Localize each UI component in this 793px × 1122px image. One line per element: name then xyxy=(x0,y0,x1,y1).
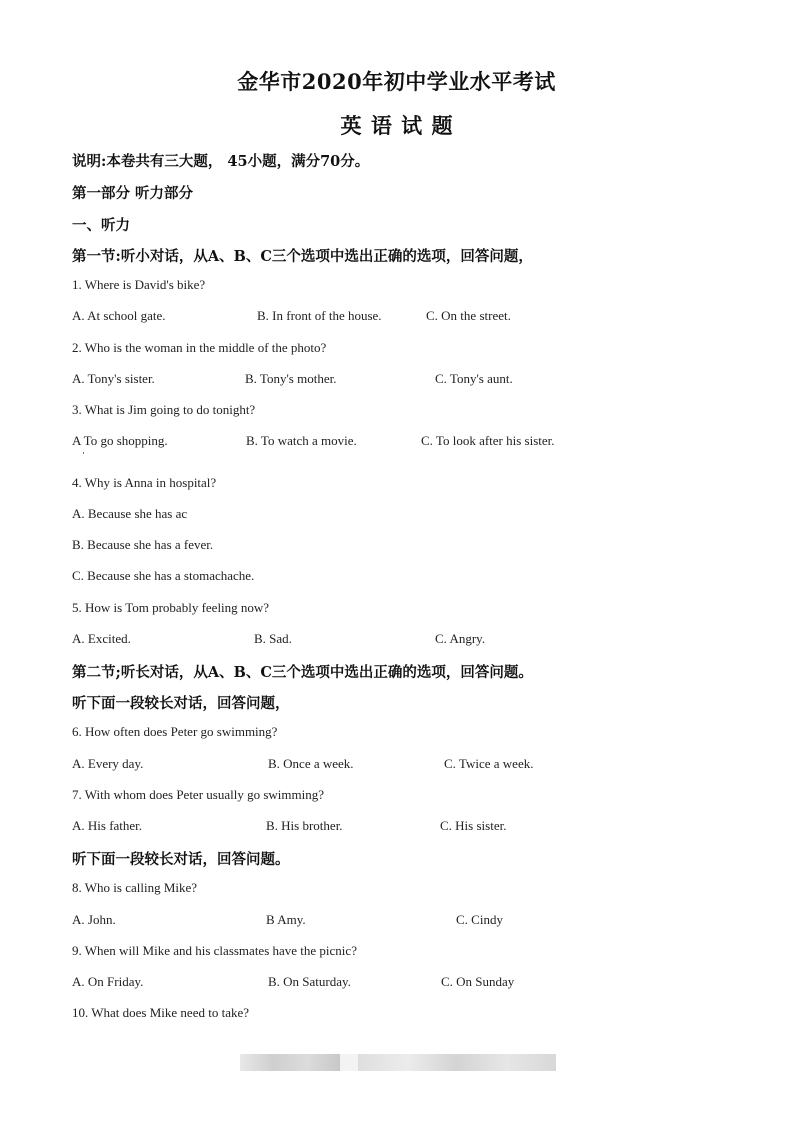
exam-note: 说明:本卷共有三大题， 45小题，满分70分。 xyxy=(72,153,370,170)
question-10: 10. What does Mike need to take? xyxy=(72,1005,250,1020)
q3-option-c: C. To look after his sister. xyxy=(421,433,555,448)
q6-option-c: C. Twice a week. xyxy=(444,756,534,771)
subject-title: 英 语 试 题 xyxy=(340,113,453,138)
q3-option-b: B. To watch a movie. xyxy=(246,433,357,448)
q7-option-a: A. His father. xyxy=(72,818,143,833)
question-3: 3. What is Jim going to do tonight? xyxy=(72,402,256,417)
q1-option-c: C. On the street. xyxy=(426,308,511,323)
question-1: 1. Where is David's bike? xyxy=(72,277,206,292)
q5-option-a: A. Excited. xyxy=(72,631,131,646)
q3-option-a: A To go shopping. xyxy=(72,433,168,448)
q6-option-b: B. Once a week. xyxy=(268,756,354,771)
question-8: 8. Who is calling Mike? xyxy=(72,880,198,895)
q1-option-a: A. At school gate. xyxy=(72,308,166,323)
q9-option-b: B. On Saturday. xyxy=(268,974,351,989)
q2-option-c: C. Tony's aunt. xyxy=(435,371,513,386)
q7-option-b: B. His brother. xyxy=(266,818,343,833)
question-5: 5. How is Tom probably feeling now? xyxy=(72,600,270,615)
section2-instruction: 第二节;听长对话，从A、B、C三个选项中选出正确的选项，回答问题。 xyxy=(72,664,533,681)
question-4: 4. Why is Anna in hospital? xyxy=(72,475,217,490)
question-6: 6. How often does Peter go swimming? xyxy=(72,724,278,739)
q9-option-c: C. On Sunday xyxy=(441,974,515,989)
q8-option-c: C. Cindy xyxy=(456,912,503,927)
q5-option-b: B. Sad. xyxy=(254,631,292,646)
q4-option-c: C. Because she has a stomachache. xyxy=(72,568,255,583)
q2-option-a: A. Tony's sister. xyxy=(72,371,155,386)
q1-option-b: B. In front of the house. xyxy=(257,308,382,323)
q7-option-c: C. His sister. xyxy=(440,818,507,833)
scan-speck xyxy=(83,452,84,454)
part-heading: 第一部分 听力部分 xyxy=(72,185,194,202)
section2-sub1: 听下面一段较长对话，回答问题， xyxy=(72,695,290,712)
section2-sub2: 听下面一段较长对话，回答问题。 xyxy=(72,851,290,868)
q5-option-c: C. Angry. xyxy=(435,631,486,646)
blurred-footer xyxy=(240,1054,556,1071)
q9-option-a: A. On Friday. xyxy=(72,974,144,989)
question-7: 7. With whom does Peter usually go swimming? xyxy=(72,787,324,802)
q8-option-b: B Amy. xyxy=(266,912,306,927)
q6-option-a: A. Every day. xyxy=(72,756,144,771)
q2-option-b: B. Tony's mother. xyxy=(245,371,337,386)
question-9: 9. When will Mike and his classmates have the picnic? xyxy=(72,943,357,958)
q8-option-a: A. John. xyxy=(72,912,116,927)
q4-option-a: A. Because she has ac xyxy=(72,506,188,521)
exam-title: 金华市2020年初中学业水平考试 xyxy=(237,69,556,94)
q4-option-b: B. Because she has a fever. xyxy=(72,537,214,552)
section1-instruction: 第一节:听小对话，从A、B、C三个选项中选出正确的选项，回答问题， xyxy=(72,248,533,265)
section-heading: 一、听力 xyxy=(72,217,130,234)
question-2: 2. Who is the woman in the middle of the photo? xyxy=(72,340,327,355)
